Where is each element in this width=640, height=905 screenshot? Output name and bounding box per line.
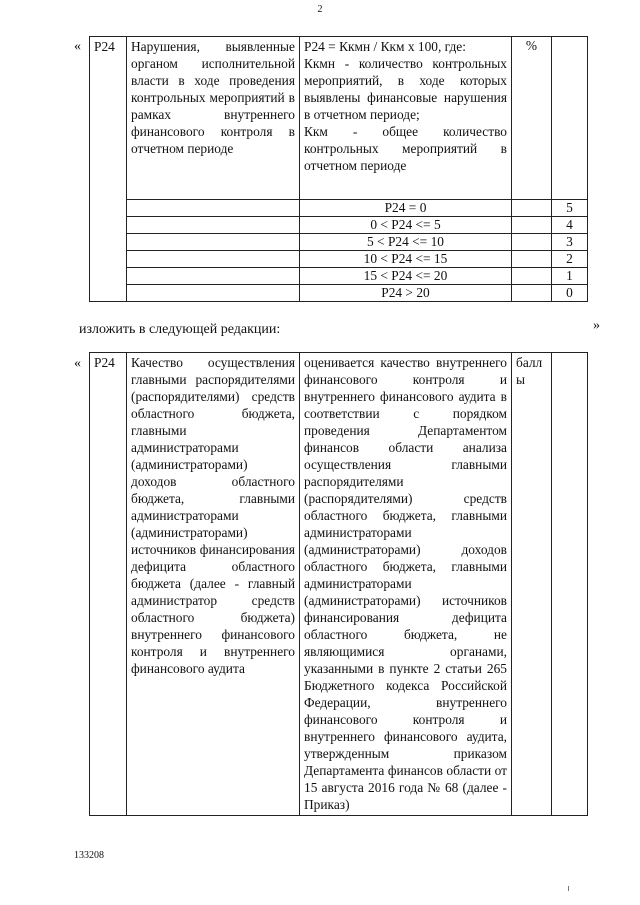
score-empty-cell bbox=[552, 37, 588, 200]
score-condition: 15 < Р24 <= 20 bbox=[300, 268, 512, 285]
score-condition: 5 < Р24 <= 10 bbox=[300, 234, 512, 251]
page-number: 2 bbox=[317, 4, 323, 15]
formula: Р24 = Ккмн / Ккм х 100, где: bbox=[304, 39, 466, 54]
document-id: 133208 bbox=[74, 850, 104, 861]
score-value: 4 bbox=[552, 217, 588, 234]
score-row bbox=[90, 285, 588, 302]
old-indicator-table bbox=[89, 36, 588, 302]
score-value: 5 bbox=[552, 200, 588, 217]
instruction-paragraph: изложить в следующей редакции: bbox=[79, 322, 281, 337]
indicator-code: Р24 bbox=[90, 37, 127, 302]
indicator-unit: баллы bbox=[512, 353, 552, 816]
indicator-name: Качество осуществления главными распорядителями (распорядителями) средств областного бюджета, главными администраторами (администраторами) доходов областного бюджета, главными администраторами (администраторами) источников финансирования дефицита областного бюджета (далее - главный администратор средств областного бюджета) внутреннего финансового контроля и внутреннего финансового аудита bbox=[127, 353, 300, 816]
indicator-formula-cell bbox=[300, 37, 512, 200]
score-row bbox=[90, 200, 588, 217]
score-row bbox=[90, 268, 588, 285]
score-value: 3 bbox=[552, 234, 588, 251]
score-row bbox=[90, 217, 588, 234]
score-row bbox=[90, 251, 588, 268]
score-row bbox=[90, 234, 588, 251]
score-condition: 0 < Р24 <= 5 bbox=[300, 217, 512, 234]
score-value: 0 bbox=[552, 285, 588, 302]
score-value: 2 bbox=[552, 251, 588, 268]
score-value: 1 bbox=[552, 268, 588, 285]
formula-def-kkmn: Ккмн - количество контрольных мероприятий, в ходе которых выявлены финансовые нарушения в отчетном периоде; bbox=[304, 56, 507, 122]
indicator-unit: % bbox=[512, 37, 552, 200]
formula-def-kkm: Ккм - общее количество контрольных мероприятий в отчетном периоде bbox=[304, 124, 507, 173]
indicator-description: оценивается качество внутреннего финансового контроля и внутреннего финансового аудита в соответствии с порядком проведения Департаментом финансов области анализа осуществления главными распорядителями (распорядителями) средств областного бюджета, главными администраторами (администраторами) доходов областного бюджета, главными администраторами (администраторами) источников финансирования дефицита областного бюджета, не являющимися органами, указанными в пункте 2 статьи 265 Бюджетного кодекса Российской Федерации, внутреннего финансового контроля и внутреннего финансового аудита, утвержденным приказом Департамента финансов области от 15 августа 2016 года № 68 (далее - Приказ) bbox=[300, 353, 512, 816]
score-empty-cell bbox=[552, 353, 588, 816]
opening-quote: « bbox=[74, 39, 81, 54]
score-condition: Р24 = 0 bbox=[300, 200, 512, 217]
indicator-row bbox=[90, 37, 588, 200]
score-condition: 10 < Р24 <= 15 bbox=[300, 251, 512, 268]
opening-quote-new: « bbox=[74, 356, 81, 371]
scan-mark bbox=[568, 886, 569, 891]
new-indicator-table bbox=[89, 352, 588, 816]
indicator-code: Р24 bbox=[90, 353, 127, 816]
indicator-name: Нарушения, выявленные органом исполнительной власти в ходе проведения контрольных мероприятий в рамках внутреннего финансового контроля в отчетном периоде bbox=[127, 37, 300, 200]
indicator-row bbox=[90, 353, 588, 816]
closing-quote: » bbox=[593, 318, 600, 333]
score-condition: Р24 > 20 bbox=[300, 285, 512, 302]
